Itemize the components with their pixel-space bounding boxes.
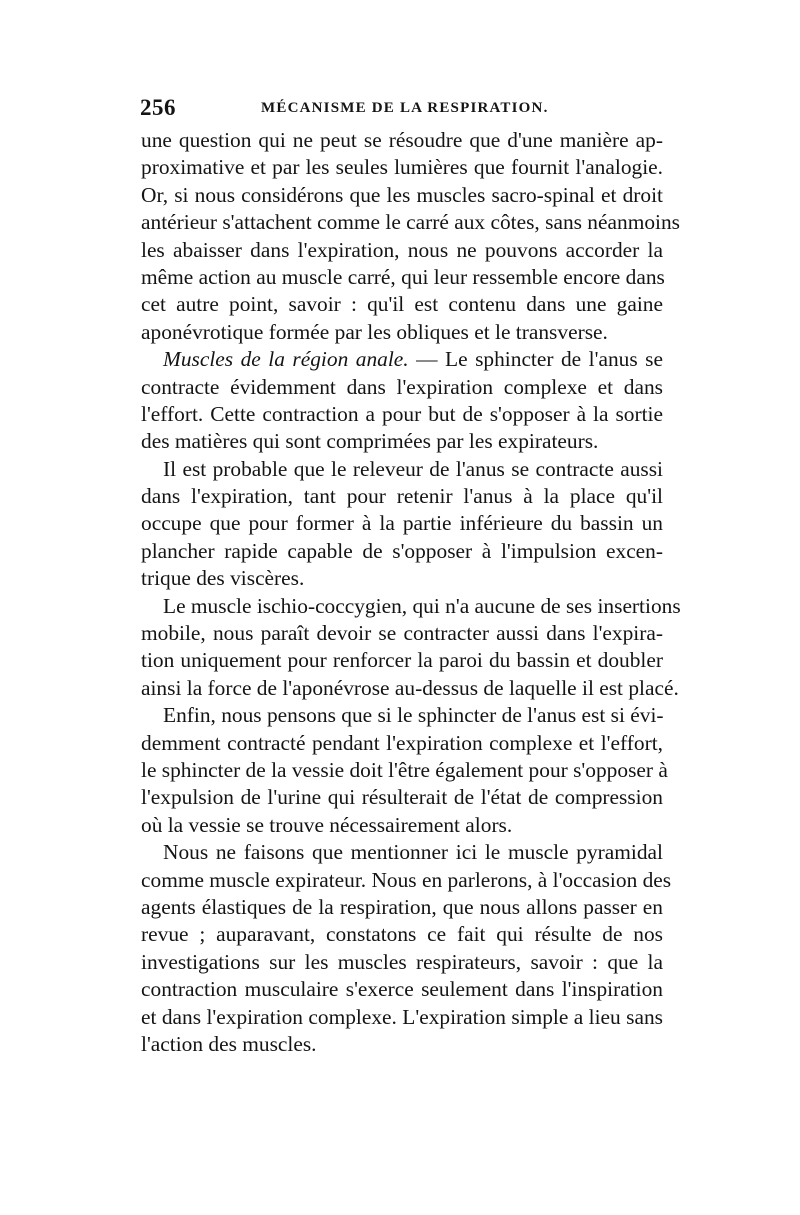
line-text: Le muscle ischio-coccygien, qui n'a aucune de ses insertions	[163, 593, 681, 618]
line-text: trique des viscères.	[141, 566, 305, 591]
running-head	[141, 95, 663, 125]
text-line	[141, 949, 663, 976]
line-text: comme muscle expirateur. Nous en parlerons, à l'occasion des	[141, 867, 672, 892]
line-text: aponévrotique formée par les obliques et le transverse.	[141, 319, 608, 344]
line-text: antérieur s'attachent comme le carré aux côtes, sans néanmoins	[141, 210, 680, 235]
line-text: cet autre point, savoir : qu'il est contenu dans une gaine	[141, 292, 663, 317]
line-text: tion uniquement pour renforcer la paroi du bassin et doubler	[141, 648, 663, 673]
line-text: dans l'expiration, tant pour retenir l'anus à la place qu'il	[141, 484, 663, 509]
text-line	[141, 565, 663, 592]
text-line	[141, 510, 663, 537]
line-text: l'expulsion de l'urine qui résulterait de l'état de compression	[141, 785, 663, 810]
section-heading: Muscles de la région anale.	[163, 347, 409, 372]
text-line	[141, 401, 663, 428]
text-line	[141, 784, 663, 811]
line-text: ainsi la force de l'aponévrose au-dessus de laquelle il est placé.	[141, 675, 679, 700]
line-text: contracte évidemment dans l'expiration complexe et dans	[141, 374, 663, 399]
line-text: une question qui ne peut se résoudre que d'une manière ap-	[141, 128, 663, 152]
line-text: revue ; auparavant, constatons ce fait qui résulte de nos	[141, 922, 663, 947]
text-line	[141, 620, 663, 647]
line-text: le sphincter de la vessie doit l'être également pour s'opposer à	[141, 757, 668, 782]
text-line	[141, 702, 663, 729]
text-line	[141, 182, 663, 209]
line-text: l'effort. Cette contraction a pour but de s'opposer à la sortie	[141, 401, 663, 426]
line-text: — Le sphincter de l'anus se	[408, 347, 663, 372]
text-line	[141, 867, 672, 894]
line-text: les abaisser dans l'expiration, nous ne pouvons accorder la	[141, 237, 663, 262]
line-text: où la vessie se trouve nécessairement alors.	[141, 812, 513, 837]
text-line	[141, 127, 663, 154]
page-number: 256	[140, 95, 176, 120]
text-line	[141, 209, 680, 236]
line-text: l'action des muscles.	[141, 1031, 317, 1056]
text-line	[141, 483, 663, 510]
text-line	[141, 456, 663, 483]
text-line	[141, 538, 663, 565]
text-line	[141, 593, 681, 620]
line-text: agents élastiques de la respiration, que nous allons passer en	[141, 894, 663, 919]
line-text: mobile, nous paraît devoir se contracter aussi dans l'expira-	[141, 621, 663, 646]
line-text: même action au muscle carré, qui leur ressemble encore dans	[141, 264, 665, 289]
text-line	[141, 319, 663, 346]
book-page	[140, 95, 681, 1058]
text-line	[141, 264, 663, 291]
line-text: occupe que pour former à la partie inférieure du bassin un	[141, 511, 663, 536]
text-line	[141, 675, 679, 702]
line-text: Or, si nous considérons que les muscles sacro-spinal et droit	[141, 182, 663, 207]
text-line	[141, 921, 663, 948]
line-text: plancher rapide capable de s'opposer à l'impulsion excen-	[141, 538, 663, 563]
body-text	[141, 127, 681, 1058]
text-line	[141, 346, 663, 373]
text-line	[141, 894, 663, 921]
text-line	[141, 757, 668, 784]
text-line	[141, 428, 663, 455]
line-text: des matières qui sont comprimées par les expirateurs.	[141, 429, 599, 454]
line-text: investigations sur les muscles respirateurs, savoir : que la	[141, 949, 663, 974]
line-text: et dans l'expiration complexe. L'expiration simple a lieu sans	[141, 1004, 663, 1029]
text-line	[141, 237, 663, 264]
line-text: Nous ne faisons que mentionner ici le muscle pyramidal	[163, 840, 663, 865]
text-line	[141, 647, 663, 674]
text-line	[141, 154, 663, 181]
line-text: demment contracté pendant l'expiration complexe et l'effort,	[141, 730, 663, 755]
text-line	[141, 1031, 663, 1058]
text-line	[141, 374, 663, 401]
line-text: proximative et par les seules lumières que fournit l'analogie.	[141, 155, 663, 180]
line-text: Il est probable que le releveur de l'anus se contracte aussi	[163, 456, 663, 481]
text-line	[141, 730, 663, 757]
line-text: Enfin, nous pensons que si le sphincter de l'anus est si évi-	[163, 703, 664, 728]
text-line	[141, 1004, 663, 1031]
text-line	[141, 812, 663, 839]
text-line	[141, 839, 663, 866]
running-title: MÉCANISME DE LA RESPIRATION.	[261, 100, 549, 116]
text-line	[141, 976, 663, 1003]
text-line	[141, 291, 663, 318]
line-text: contraction musculaire s'exerce seulement dans l'inspiration	[141, 977, 663, 1002]
